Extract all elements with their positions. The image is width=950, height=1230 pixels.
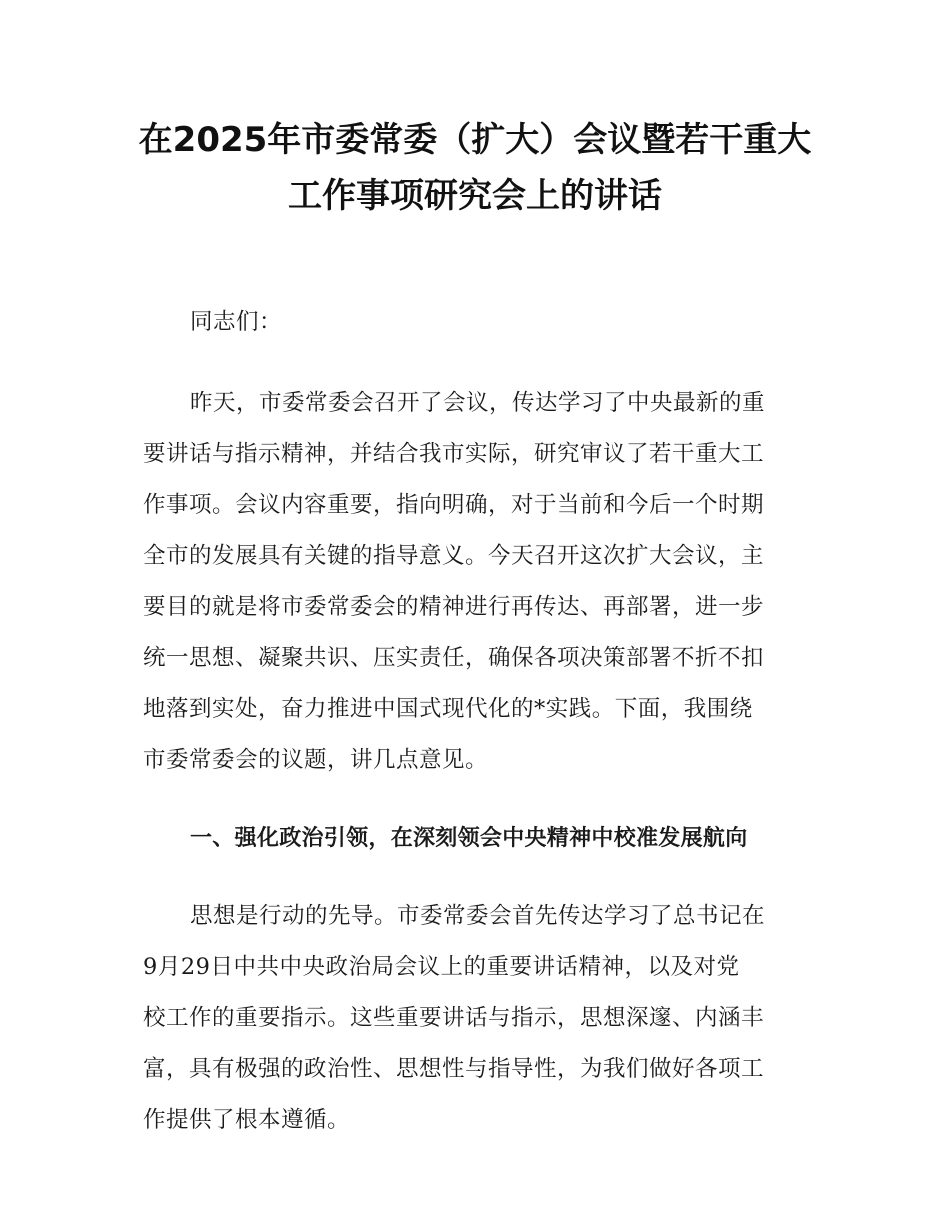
- paragraph-line: 昨天，市委常委会召开了会议，传达学习了中央最新的重: [190, 390, 766, 416]
- document-title: [120, 112, 830, 224]
- greeting-text: 同志们：: [190, 309, 283, 335]
- paragraph-line: 市委常委会的议题，讲几点意见。: [143, 747, 489, 773]
- section-heading-1: [143, 813, 811, 864]
- section-heading-text: 一、强化政治引领，在深刻领会中央精神中校准发展航向: [190, 826, 748, 851]
- paragraph-line: 要讲话与指示精神，并结合我市实际，研究审议了若干重大工: [143, 441, 765, 467]
- paragraph-1: [143, 378, 811, 786]
- paragraph-line: 全市的发展具有关键的指导意义。今天召开这次扩大会议，主: [143, 543, 765, 569]
- paragraph-line: 作提供了根本遵循。: [143, 1107, 351, 1133]
- paragraph-line: 校工作的重要指示。这些重要讲话与指示，思想深邃、内涵丰: [143, 1005, 765, 1031]
- paragraph-line: 思想是行动的先导。市委常委会首先传达学习了总书记在: [190, 903, 766, 929]
- title-line: 工作事项研究会上的讲话: [288, 176, 662, 216]
- paragraph-line: 9月29日中共中央政治局会议上的重要讲话精神，以及对党: [143, 954, 740, 980]
- document-body: [143, 297, 811, 1146]
- paragraph-line: 富，具有极强的政治性、思想性与指导性，为我们做好各项工: [143, 1056, 765, 1082]
- title-line: 在2025年市委常委（扩大）会议暨若干重大: [138, 120, 812, 160]
- paragraph-line: 地落到实处，奋力推进中国式现代化的*实践。下面，我围绕: [143, 696, 753, 722]
- paragraph-line: 作事项。会议内容重要，指向明确，对于当前和今后一个时期: [143, 492, 765, 518]
- paragraph-2: [143, 891, 811, 1146]
- paragraph-line: 要目的就是将市委常委会的精神进行再传达、再部署，进一步: [143, 594, 765, 620]
- greeting: [143, 297, 811, 348]
- paragraph-line: 统一思想、凝聚共识、压实责任，确保各项决策部署不折不扣: [143, 645, 765, 671]
